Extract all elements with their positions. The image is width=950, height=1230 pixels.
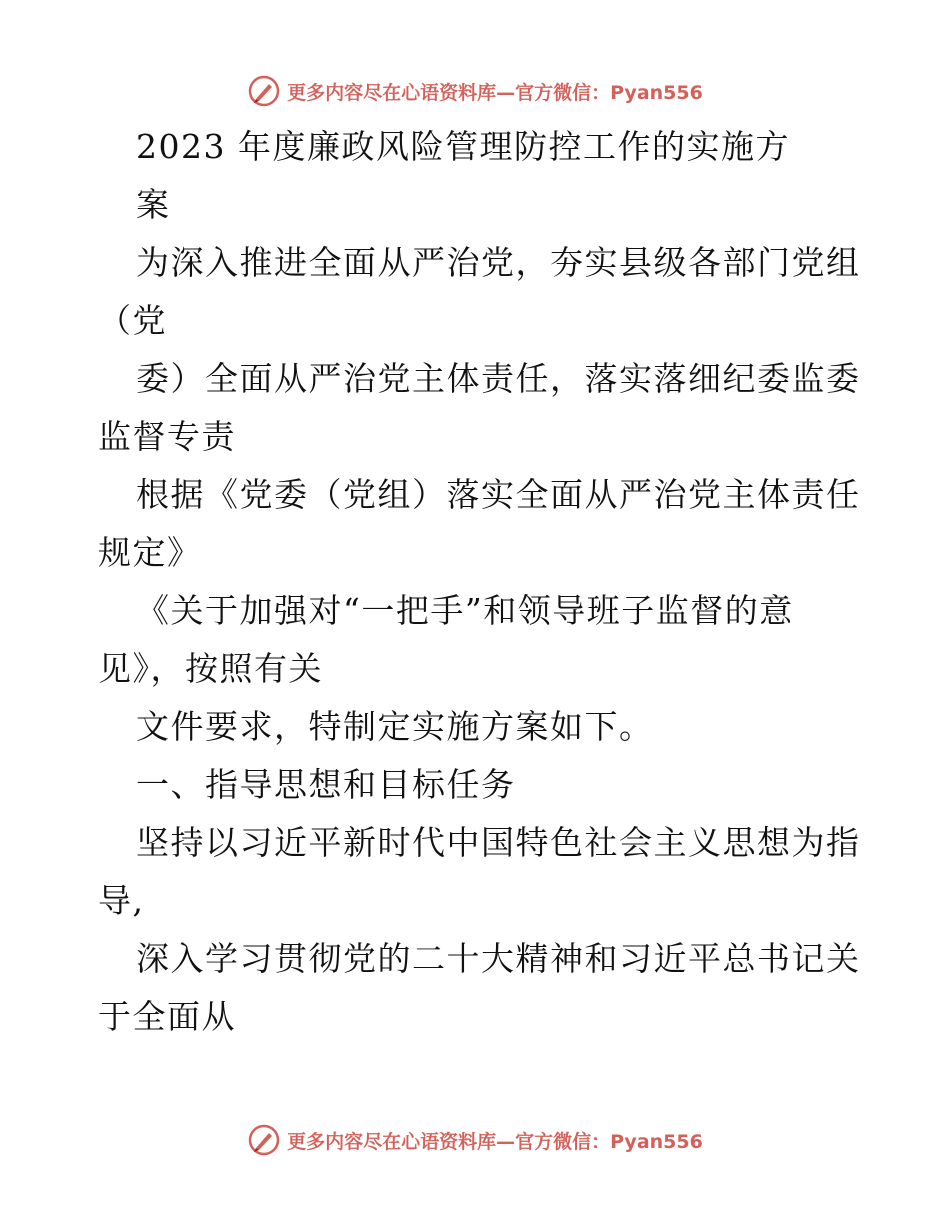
document-body [98,118,861,1046]
section-heading: 一、指导思想和目标任务 [136,765,516,804]
pen-logo-icon [247,1123,281,1157]
paragraph-line: 委）全面从严治党主体责任，落实落细纪委监委 [136,359,861,398]
paragraph-line: 坚持以习近平新时代中国特色社会主义思想为指 [136,823,861,862]
paragraph-line: 导, [98,881,145,920]
doc-title-line-2: 案 [136,185,171,224]
doc-title-line-1: 2023 年度廉政风险管理防控工作的实施方 [136,127,790,166]
watermark-text: 更多内容尽在心语资料库—官方微信：Pyan556 [287,81,703,104]
paragraph-line: 于全面从 [98,997,236,1036]
paragraph-line: 为深入推进全面从严治党，夯实县级各部门党组 [136,243,861,282]
paragraph-line: （党 [98,301,167,340]
paragraph-line: 见》，按照有关 [98,649,323,688]
footer-watermark [0,1120,950,1160]
paragraph-line: 规定》 [98,533,202,572]
paragraph-line: 监督专责 [98,417,236,456]
paragraph-line: 根据《党委（党组）落实全面从严治党主体责任 [136,475,861,514]
pen-logo-icon [247,74,281,108]
paragraph-line: 《关于加强对“一把手”和领导班子监督的意 [136,591,794,630]
header-watermark [0,71,950,111]
paragraph-line: 文件要求，特制定实施方案如下。 [136,707,654,746]
watermark-text: 更多内容尽在心语资料库—官方微信：Pyan556 [287,1130,703,1153]
paragraph-line: 深入学习贯彻党的二十大精神和习近平总书记关 [136,939,861,978]
